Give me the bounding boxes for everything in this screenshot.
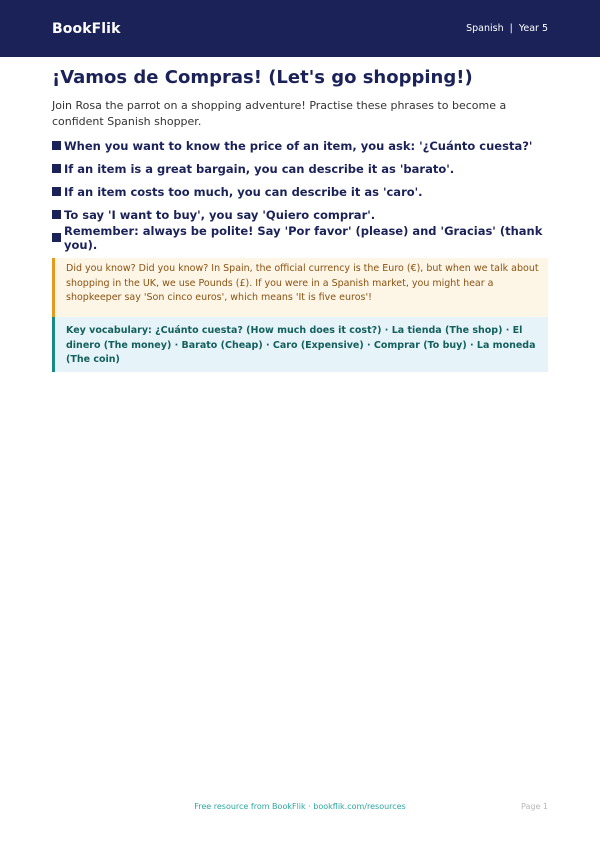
- key-point: [52, 180, 552, 203]
- key-point-text: If an item is a great bargain, you can describe it as 'barato'.: [64, 161, 455, 176]
- key-point-text: If an item costs too much, you can describe it as 'caro'.: [64, 184, 423, 199]
- key-point-text: To say 'I want to buy', you say 'Quiero comprar'.: [64, 207, 376, 222]
- header-meta: [466, 23, 548, 34]
- did-you-know-box: [52, 258, 548, 317]
- did-you-know-text: Did you know? Did you know? In Spain, the official currency is the Euro (€), but when we talk about shopping in the UK, we use Pounds (£). If you were in a Spanish market, you might hear a shopkeeper say 'Son cinco euros', which means 'It is five euros'!: [66, 263, 539, 303]
- header-bar: [0, 0, 600, 57]
- square-bullet-icon: [52, 164, 61, 173]
- square-bullet-icon: [52, 210, 61, 219]
- key-vocabulary-text: Key vocabulary: ¿Cuánto cuesta? (How much does it cost?) · La tienda (The shop) · El dinero (The money) · Barato (Cheap) · Caro (Expensive) · Comprar (To buy) · La moneda (The coin): [66, 325, 536, 365]
- page-title: ¡Vamos de Compras! (Let's go shopping!): [52, 67, 473, 88]
- intro-text: Join Rosa the parrot on a shopping adventure! Practise these phrases to become a confident Spanish shopper.: [52, 99, 507, 128]
- footer-resource-link[interactable]: Free resource from BookFlik · bookflik.com/resources: [194, 802, 406, 811]
- square-bullet-icon: [52, 141, 61, 150]
- square-bullet-icon: [52, 233, 61, 242]
- subject-label: Spanish: [466, 23, 504, 34]
- key-points-list: [52, 134, 552, 252]
- key-point: [52, 157, 552, 180]
- key-point: [52, 223, 552, 252]
- meta-separator: |: [509, 23, 513, 34]
- year-label: Year 5: [518, 23, 548, 34]
- key-vocabulary-box: [52, 317, 548, 372]
- key-point-text: Remember: always be polite! Say 'Por favor' (please) and 'Gracias' (thank you).: [64, 223, 543, 252]
- key-point-text: When you want to know the price of an item, you ask: '¿Cuánto cuesta?': [64, 138, 533, 153]
- brand-logo[interactable]: BookFlik: [52, 20, 121, 37]
- square-bullet-icon: [52, 187, 61, 196]
- key-point: [52, 134, 552, 157]
- page-number: Page 1: [521, 802, 548, 811]
